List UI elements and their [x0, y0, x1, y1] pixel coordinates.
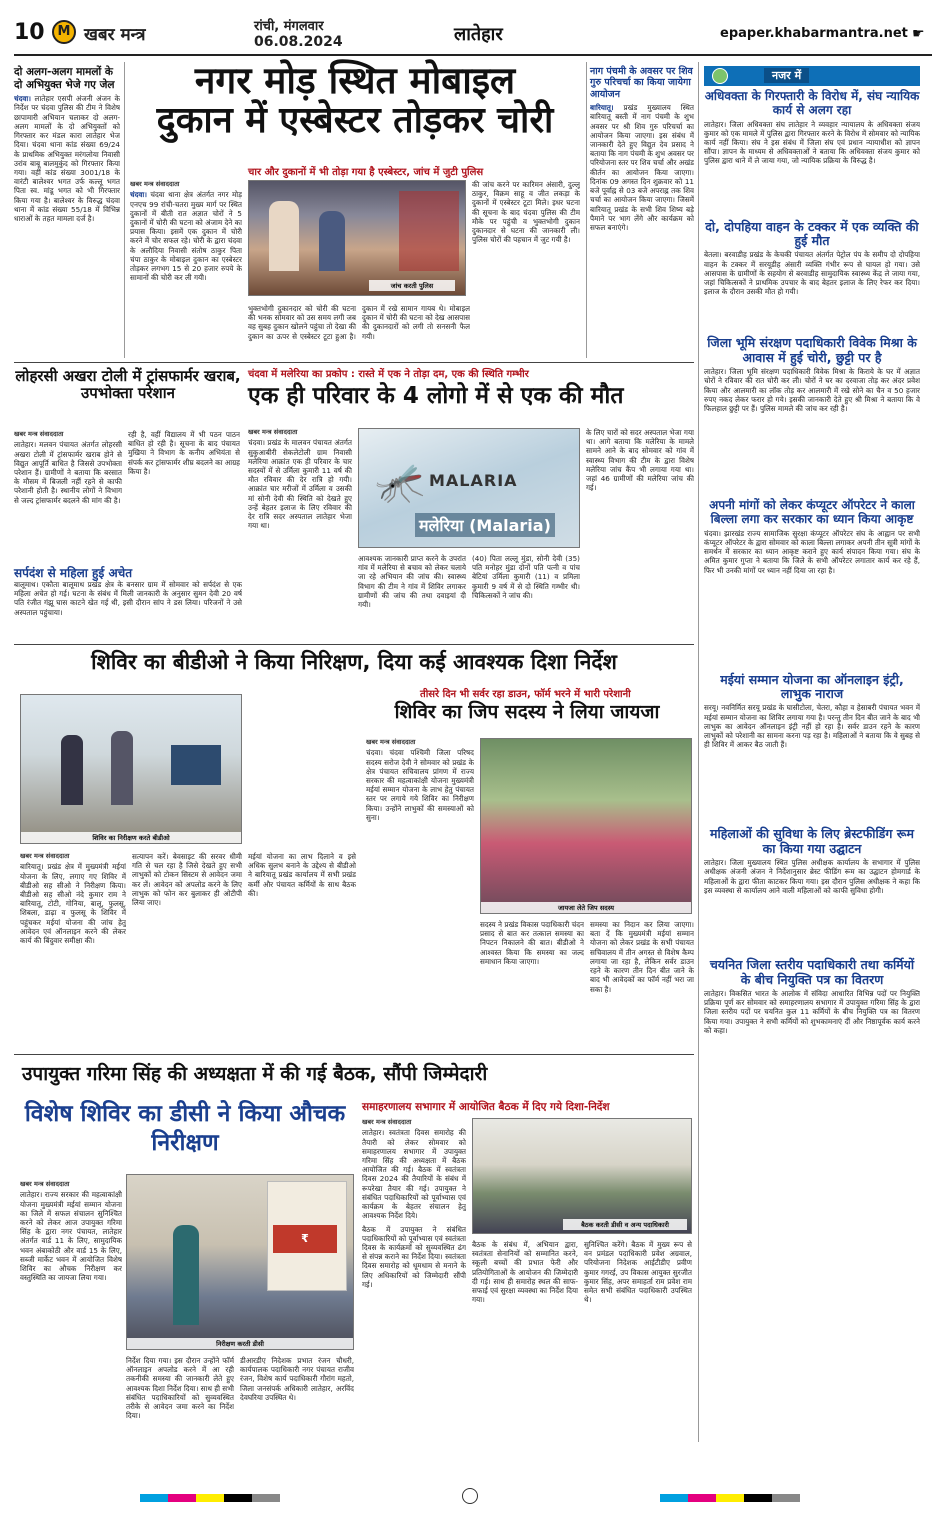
right-s1-head: अधिवक्ता के गिरफ्तारी के विरोध में, संघ न्यायिक कार्य से अलग रहा [704, 89, 920, 117]
right-column [704, 66, 920, 1446]
dc-headline-left: विशेष शिविर का डीसी ने किया औचक निरीक्षण [24, 1101, 346, 1156]
malaria-image-text: मलेरिया (Malaria) [415, 513, 555, 537]
malaria-illustration [358, 428, 580, 548]
camp-headline: शिविर का बीडीओ ने किया निरिक्षण, दिया कई आवश्यक दिशा निर्देश [91, 650, 617, 674]
header-city: रांची, मंगलवार [254, 19, 324, 34]
photo-caption: जांच करती पुलिस [369, 280, 455, 291]
right-s3-text: लातेहार। जिला भूमि संरक्षण पदाधिकारी विवेक मिश्रा के किराये के घर में अज्ञात चोरों ने रविवार की रात चोरी कर ली। चोरों ने घर का दरवाजा तोड़ कर अंदर प्रवेश किया और आलमारी का लॉक तोड़ कर आलमारी में रखे सोने का चैन व 50 हजार रुपए नकद लेकर फरार हो गये। इसकी जानकारी देते हुए श्री मिश्रा ने बताया कि वे फिलहाल छुट्टी पर हैं। पुलिस मामले की जांच कर रही है। [704, 367, 920, 413]
right-s2-head: दो, दोपहिया वाहन के टक्कर में एक व्यक्ति की हुई मौत [705, 218, 919, 248]
malaria-label: MALARIA [429, 471, 518, 490]
dc-meeting-photo [472, 1118, 692, 1234]
col1-story [14, 66, 120, 358]
camp-text-2: सत्यापन करें। बेवसाइट की सरवर धीमी गति से चल रहा है जिसे देखते हुए सभी लाभुकों को टोकन सिस्टम से आवेदन जमा कर लें। आवेदन को अपलोड करने के लिए लाभुक को फोन कर बुलाकर ही ओटीपी लिया जाए। [132, 852, 242, 908]
top-headline-1: नगर मोड़ स्थित मोबाइल [194, 59, 516, 102]
byline: खबर मन्त्र संवाददाता [366, 738, 416, 746]
byline: खबर मन्त्र संवाददाता [362, 1118, 412, 1126]
site-url[interactable]: epaper.khabarmantra.net [720, 26, 908, 41]
dc-headline: उपायुक्त गरिमा सिंह की अध्यक्षता में की गई बैठक, सौंपी जिम्मेदारी [22, 1063, 488, 1085]
byline: खबर मन्त्र संवाददाता [14, 430, 64, 438]
dc-text-7: सुनिश्चित करेंगे। बैठक में मुख्य रूप से वन प्रमंडल पदाधिकारी प्रवेश अग्रवाल, परियोजना निदेशक आईटीडीए प्रवीण कुमार गगरई, उप विकास आयुक्त सुरजीत कुमार सिंह, अपर समाहर्ता राम प्रवेश राम समेत सभी संबंधित पदाधिकारी उपस्थित थे। [584, 1240, 692, 1305]
snakebite-text: बालूमाथ। एकौता बालूमाथ प्रखंड क्षेत्र के बनसार ग्राम में सोमवार को सर्पदंश से एक महिला अचेत हो गई। घटना के संबंध में मिली जानकारी के अनुसार सुमन देवी 20 वर्ष पति रंजीत गंझू घास काटने खेत गई थी, इसी दौरान सांप ने डस लिया। परिजनों ने उसे अस्पताल पहुंचाया। [14, 580, 242, 617]
camp-headline-2: शिविर का जिप सदस्य ने लिया जायजा [394, 701, 660, 723]
col4-text: प्रखंड मुख्यालय स्थित बारियातू बस्ती में नाग पंचमी के शुभ अवसर पर श्री शिव गुरु परिचर्चा का आयोजन किया जाएगा। इस संबंध में जानकारी देते हुए विद्युत देव प्रसाद ने बताया कि नाग पंचमी के शुभ अवसर पर परियोजना स्तर पर शिव चर्चा और अखंड कीर्तन का आयोजन किया जाएगा। दिनांक 09 अगस्त दिन शुक्रवार को 11 बजे पूर्वाह्न से 03 बजे अपराह्न तक शिव चर्चा का आयोजन किया जाएगा। जिसमें बारियातू प्रखंड के सभी शिव शिष्य बड़े पैमाने पर भाग लेंगे और कार्यक्रम को सफल बनाएंगे। [590, 103, 694, 233]
top-story-text-1: चंदवा थाना क्षेत्र अंतर्गत नगर मोड़ एनएच 99 रांची-चतरा मुख्य मार्ग पर स्थित दुकानों में बीती रात अज्ञात चोरों ने 5 दुकानों में चोरी की घटना को अंजाम देने का प्रयास किया। इसमें एक दुकान में चोरी करने में चोर सफल रहे। चोरी के द्वारा चंदवा के अलौदिया निवासी संतोष ठाकुर पिता चंपा ठाकुर के मोबाइल दुकान का एस्बेस्टर तोड़कर लगभग 15 से 20 हजार रुपये के सामानों की चोरी कर ली गयी। [130, 190, 242, 283]
dc-text-6: बैठक के संबंध में, अभियान द्वारा, स्वतंत्रता सेनानियों को सम्मानित करने, स्कूली बच्चों की प्रभात फेरी और प्रतियोगिताओं के आयोजन की जिम्मेदारी दी गई। साथ ही समारोह स्थल की साफ-सफाई एवं सुरक्षा व्यवस्था का निर्देश दिया गया। [472, 1240, 578, 1305]
right-s4-text: चंदवा। झारखंड राज्य सामाजिक सुरक्षा कंप्यूटर ऑपरेटर संघ के आह्वान पर सभी कंप्यूटर ऑपरेटर के द्वारा सोमवार को काला बिल्ला लगाकर अपनी तीन सूत्री मांगों के समर्थन में सरकार का ध्यान आकृष्ट कराने हुए कार्य संपादन किया गया। संघ के अमित कुमार गुप्ता ने बताया कि जिले के सभी ऑपरेटर लगातार कार्य कर रहे हैं, फिर भी उनकी मांगों पर ध्यान नहीं दिया जा रहा है। [704, 528, 920, 575]
camp-text-6: समस्या का निदान कर लिया जाएगा। बता दें कि मुख्यमंत्री मईयां सम्मान योजना को लेकर प्रखंड के सभी पंचायत सचिवालय में तीन अगस्त से विशेष कैम्प लगाया जा रहा है, लेकिन सर्वर डाउन रहने के कारण तीन दिन बीत जाने के बाद भी आवेदकों का फॉर्म नहीं भरा जा सका है। [590, 920, 694, 994]
brand-logo-icon: M [52, 20, 76, 44]
right-s3-head: जिला भूमि संरक्षण पदाधिकारी विवेक मिश्रा के आवास में हुई चोरी, छुट्टी पर है [707, 335, 917, 365]
top-subhead: चार और दुकानों में भी तोड़ा गया है एस्बेस्टर, जांच में जुटी पुलिस [248, 167, 484, 178]
registration-mark-icon [462, 1488, 478, 1504]
dc-text-4: लातेहार। स्वतंत्रता दिवस समारोह की तैयारी को लेकर सोमवार को समाहरणालय सभागार में उपायुक्त गरिमा सिंह की अध्यक्षता में बैठक आयोजित की गई। बैठक में स्वतंत्रता दिवस 2024 की तैयारियों के संबंध में रूपरेखा तैयार की गई। उपायुक्त ने संबंधित पदाधिकारियों को पूर्वाभ्यास एवं कार्यक्रम के बेहतर संचालन हेतु आवश्यक निर्देश दिये। [362, 1128, 466, 1221]
right-s6-text: लातेहार। जिला मुख्यालय स्थित पुलिस अधीक्षक कार्यालय के सभागार में पुलिस अधीक्षक अंजनी अंजन ने निर्देशानुसार ब्रेस्ट फीडिंग रूम का उद्घाटन होमगार्ड के महिलाओं के द्वारा फीता काटकर किया गया। इस दौरान पुलिस अधीक्षक ने कहा कि इस व्यवस्था से कार्यालय आने वाली महिलाओं को काफी सुविधा होगी। [704, 858, 920, 895]
najar-band [704, 66, 920, 86]
malaria-headline: एक ही परिवार के 4 लोगो में से एक की मौत [248, 383, 624, 409]
masthead [14, 12, 932, 56]
color-bar [660, 1494, 800, 1502]
brand-name: खबर मन्त्र [84, 25, 146, 45]
dc-text-5: बैठक में उपायुक्त ने संबंधित पदाधिकारियों को पूर्वाभ्यास एवं स्वतंत्रता दिवस के कार्यक्रमों को सुव्यवस्थित ढंग से संपन्न कराने का निर्देश दिया। स्वतंत्रता दिवस समारोह को धूमधाम से मनाने के लिए अधिकारियों को जिम्मेदारी सौंपी गई। [362, 1224, 466, 1289]
col1-text: लातेहार एसपी अंजनी अंजन के निर्देश पर चंदवा पुलिस की टीम ने विशेष छापामारी अभियान चलाकर दो अलग-अलग मामलों के दो अभियुक्तों को गिरफ्तार कर मंडल कारा लातेहार भेज दिया। चंदवा थाना कांड संख्या 69/24 के प्राथमिक अभियुक्त मरंगलोया निवासी उरांव बाबू बालमुकुंद को गिरफ्तार किया गया। वहीं कांड संख्या 3001/18 के वारंटी बालेश्वर भगत उर्फ कल्लू भगत पिता स्व. मांडू भगत को भी गिरफ्तार किया गया है। बालेश्वर के विरुद्ध चंदवा थाना में कांड संख्या 55/18 में विभिन्न धाराओं के तहत मामला दर्ज है। [14, 94, 120, 224]
col4-headline: नाग पंचमी के अवसर पर शिव गुरु परिचर्चा का किया जायेगा आयोजन [590, 66, 693, 100]
malaria-text-4: के लिए चारों को सदर अस्पताल भेजा गया था। आगे बताया कि मलेरिया के मामले सामने आने के बाद सोमवार को गांव में स्वास्थ्य विभाग की टीम के द्वारा विशेष मलेरिया जांच कैंप भी लगाया गया था। जहां 46 ग्रामीणों की मलेरिया जांच की गई। [586, 428, 694, 493]
malaria-text-2: आवश्यक जानकारी प्राप्त करने के उपरांत गांव में मलेरिया से बचाव को लेकर चलाये जा रहे अभियान की जांच की। स्वास्थ्य विभाग की टीम ने गांव में शिविर लगाकर ग्रामीणों की जांच की तथा दवाइयां दी गयी। [358, 554, 466, 610]
camp-subhead: तीसरे दिन भी सर्वर रहा डाउन, फॉर्म भरने में भारी परेशानी [420, 689, 631, 700]
lohardaga-headline: लोहरसी अखरा टोली में ट्रांसफार्मर खराब, उपभोक्ता परेशान [15, 367, 241, 403]
camp-text-5: सदस्य ने प्रखंड विकास पदाधिकारी चंदन प्रसाद से बात कर तत्काल समस्या का निपटन निकालने की बात। बीडीओ ने आश्वस्त किया कि समस्या का जल्द समाधान किया जाएगा। [480, 920, 584, 966]
malaria-text-3: (40) पिता लल्लू मुंडा, सोनी देवी (35) पति मनोहर मुंडा दोनों पति पत्नी व पांच बेटियां उर्मिला कुमारी (11) व प्रमिला कुमारी 9 वर्ष में से दो स्थिति गम्भीर थी। चिकित्सकों ने जांच की। [472, 554, 580, 600]
malaria-story [248, 366, 694, 638]
malaria-text-1: चंदवा। प्रखंड के मालवन पंचायत अंतर्गत सुकुआबीरी सेकलेटोली ग्राम निवासी मलेरिया आक्रांत एक ही परिवार के चार सदस्यों में से उर्मिला कुमारी 11 वर्ष की मौत रविवार की देर रात्रि हो गयी। आक्रांत चार मरीजों में उर्मिला व उसकी मां सोनी देवी की स्थिति को देखते हुए उन्हें बेहतर इलाज के लिए रविवार की देर रात्रि सदर अस्पताल लातेहार भेजा गया था। [248, 438, 352, 531]
right-s1-text: लातेहार। जिला अधिवक्ता संघ लातेहार ने व्यवहार न्यायालय के अधिवक्ता संजय कुमार को एक मामले में पुलिस द्वारा गिरफ्तार करने के विरोध में सोमवार को न्यायिक कार्य नहीं किया। संघ ने इस संबंध में जिला संघ एवं प्रधान न्यायाधीश को ज्ञापन सौंपा। ज्ञापन के माध्यम से अधिवक्ताओं ने बताया कि अधिवक्ता संजय कुमार को पुलिस द्वारा थाने में ले जाया गया, जो न्यायिक प्रक्रिया के विरुद्ध है। [704, 119, 920, 166]
dc-inspect-photo: ₹ निरीक्षण करती डीसी [126, 1174, 354, 1350]
right-s7-text: लातेहार। विकसित भारत के आलोक में संविदा आधारित विभिन्न पदों पर नियुक्ति प्रक्रिया पूर्ण कर सोमवार को समाहरणालय सभागार में उपायुक्त गरिमा सिंह के द्वारा जिला स्तरीय पदों पर चयनित कुल 11 कर्मियों के बीच नियुक्ति पत्र का वितरण किया गया। उपायुक्त ने सभी कर्मियों को शुभकामनाएं दीं और निष्ठापूर्वक कार्य करने को कहा। [704, 988, 920, 1035]
dc-text-2: निर्देश दिया गया। इस दौरान उन्होंने फॉर्म ऑनलाइन अपलोड करने में आ रही तकनीकी समस्या की जानकारी लेते हुए आवश्यक दिशा निर्देश दिया। साथ ही सभी संबंधित पदाधिकारियों को सुव्यवस्थित तरीके से आवेदन जमा करने का निर्देश दिया। [126, 1356, 234, 1421]
right-s6-head: महिलाओं की सुविधा के लिए ब्रेस्टफीडिंग रूम का किया गया उद्घाटन [710, 826, 914, 856]
top-headline-2: दुकान में एस्बेस्टर तोड़कर चोरी [156, 99, 554, 141]
camp-text-4: चंदवा। चंदवा पश्चिमी जिला परिषद सदस्य सरोज देवी ने सोमवार को प्रखंड के क्षेत्र पंचायत सचिवालय प्रांगण में राज्य सरकार की महत्वाकांक्षी योजना मुख्यमंत्री मईयां सम्मान योजना के लाभ हेतु पंचायत स्तर पर लगाये गये शिविर का निरीक्षण किया। उन्होंने लाभुकों की समस्याओं को सुना। [366, 748, 474, 822]
top-story-text-2: भुक्तभोगी दुकानदार को चोरी की घटना की भनक सोमवार को उस समय लगी जब वह सुबह दुकान खोलने पहुंचा तो देखा की दुकान का ऊपर से एस्बेस्टर टूटा हुआ है। दुकान में रखे सामान गायब थे। मोबाइल दुकान में चोरी की घटना को देख आसपास की दुकानदारों को लगी तो सनसनी फैल गयी। [248, 304, 470, 341]
byline: खबर मन्त्र संवाददाता [130, 180, 180, 188]
cursor-icon: ☛ [912, 26, 925, 42]
dc-text-3: डीआरडीए निदेशक प्रभात रंजन चौधरी, कार्यपालक पदाधिकारी नगर पंचायत राजीव रंजन, विशेष कार्य पदाधिकारी गौरांग महतो, जिला जनसंपर्क अधिकारी लातेहार, अरविंद देवघरिया उपस्थित थे। [240, 1356, 354, 1402]
header-date: 06.08.2024 [254, 34, 343, 50]
byline: खबर मन्त्र संवाददाता [248, 428, 298, 436]
right-s4-head: अपनी मांगों को लेकर कंप्यूटर ऑपरेटर ने काला बिल्ला लगा कर सरकार का ध्यान किया आकृष्ट [709, 498, 915, 526]
lohardaga-story [14, 368, 242, 638]
camp-text-3: मईयां योजना का लाभ दिलाने व इसे अधिक सुलभ बनाने के उद्देश्य से बीडीओ ने बारियातू प्रखंड कार्यालय में सभी प्रखंड कर्मी और पंचायत कर्मियों के साथ बैठक की। [248, 852, 356, 898]
lohardaga-text-2: रही है, वहीं विद्यालय में भी पठन पाठन बाधित हो रही है। सूचना के बाद पंचायत मुखिया ने विभाग के कनीय अभियंता से संपर्क कर ट्रांसफार्मर शीघ्र बदलने का आग्रह किया है। [128, 430, 240, 476]
najar-label: नजर में [764, 68, 809, 83]
dateline: चंदवा। [14, 94, 31, 104]
byline: खबर मन्त्र संवाददाता [20, 852, 70, 860]
snakebite-headline: सर्पदंश से महिला हुई अचेत [14, 566, 133, 580]
jip-photo-caption: जायजा लेते जिप सदस्य [481, 902, 691, 913]
bdo-photo [20, 694, 242, 844]
col1-headline: दो अलग-अलग मामलों के दो अभियुक्त भेजे गए जेल [14, 66, 115, 91]
top-story [130, 59, 580, 362]
top-story-text-3: की जांच करने पर कारिमन अंसारी, दुल्लू ठाकुर, विक्रम साहू व जीत लकड़ा के दुकानों में एस्बेस्टर टूटा मिले। इधर घटना की सूचना के बाद चंदवा पुलिस की टीम मौके पर पहुंची व भुक्तभोगी दुकान दुकानदार से घटना की जानकारी ली। पुलिस चोरों की पहचान में जुट गयी है। [472, 180, 580, 245]
jip-photo [480, 738, 692, 914]
section-name: लातेहार [454, 24, 503, 45]
globe-icon [712, 68, 728, 84]
page-number: 10 [14, 20, 45, 45]
right-s7-head: चयनित जिला स्तरीय पदाधिकारी तथा कर्मियों के बीच नियुक्ति पत्र का वितरण [709, 957, 915, 987]
mosquito-icon: 🦟 [375, 460, 425, 506]
lohardaga-text: लातेहार। मलवन पंचायत अंतर्गत लोहरसी अखरा टोली में ट्रांसफार्मर खराब होने से विद्युत आपूर्ति बाधित है जिससे उपभोक्ता परेशान हैं। ग्रामीणों ने बताया कि बरसात के मौसम में बिजली नहीं रहने से काफी परेशानी होती है। स्थानीय लोगों ने विभाग से जल्द ट्रांसफार्मर बदलने की मांग की है। [14, 440, 122, 505]
dc-meeting-caption: बैठक करती डीसी व अन्य पदाधिकारी [563, 1219, 687, 1230]
col4-story [590, 66, 694, 358]
malaria-kicker: चंदवा में मलेरिया का प्रकोप : रास्ते में एक ने तोड़ा दम, एक की स्थिति गम्भीर [248, 369, 529, 380]
dc-subhead: समाहरणालय सभागार में आयोजित बैठक में दिए गये दिशा-निर्देश [362, 1101, 610, 1113]
right-s5-text: सरयू। नवनिर्मित सरयू प्रखंड के घासीटोला, चेतरा, कौहा व हेसाबरी पंचायत भवन में मईयां सम्मान योजना का शिविर लगाया गया है। परन्तु तीन दिन बीत जाने के बाद भी लाभुक का आवेदन ऑनलाइन इंट्री नहीं हो रहा है। सर्वर डाउन रहने के कारण लाभुकों को परेशानी का सामना करना पड़ रहा है। महिलाओं ने बताया कि वे सुबह से ही शिविर में आकर बैठ जाती हैं। [704, 703, 920, 750]
dc-text-1: लातेहार। राज्य सरकार की महत्वाकांक्षी योजना मुख्यमंत्री मईयां सम्मान योजना का जिले में सफल संचालन सुनिश्चित करने को लेकर आज उपायुक्त गरिमा सिंह के द्वारा नगर पंचायत, लातेहार अंतर्गत वार्ड 11 के लिए, सामुदायिक भवन अंबाकोठी और वार्ड 15 के लिए, सब्जी मार्केट भवन में आयोजित विशेष शिविर का औचक निरीक्षण कर वस्तुस्थिति का जायजा लिया गया। [20, 1190, 122, 1283]
top-story-photo [248, 180, 466, 296]
dateline: चंदवा। [130, 190, 147, 200]
byline: खबर मन्त्र संवाददाता [20, 1180, 70, 1188]
camp-text-1: बारियातू। प्रखंड क्षेत्र में मुख्यमंत्री मईयां योजना के लिए, लगाए गए शिविर में बीडीओ सह सीओ ने निरीक्षण किया। बीडीओ सह सीओ नंदे कुमार राम ने बारियातू, टोटी, गोनिया, बालू, फुलसू, शिबला, डाढ़ा व फुलसू के शिविर में पहुंचकर मईयां योजना की जांच हेतु आवेदन एवं ऑनलाइन करने की लेकर कार्य की बिंदुवार समीक्षा की। [20, 862, 126, 946]
right-s2-text: बेतला। बरवाडीह प्रखंड के केचकी पंचायत अंतर्गत पेट्रोल पंप के समीप दो दोपहिया वाहन के टक्कर में सरयूडीह अंसारी व्यक्ति गंभीर रूप से घायल हो गया। उसे आसपास के ग्रामीणों के सहयोग से बरवाडीह सामुदायिक स्वास्थ्य केंद्र ले जाया गया, जहां चिकित्सकों ने प्राथमिक उपचार के बाद बेहतर इलाज के लिए रेफर कर दिया। इलाज के दौरान उसकी मौत हो गयी। [704, 250, 920, 297]
dateline: बारियातू। [590, 103, 614, 113]
right-s5-head: मईयां सम्मान योजना का ऑनलाइन इंट्री, लाभुक नाराज [720, 671, 904, 702]
color-bar [140, 1494, 280, 1502]
dc-inspect-caption: निरीक्षण करती डीसी [127, 1338, 353, 1349]
bdo-photo-caption: शिविर का निरीक्षण करते बीडीओ [21, 832, 241, 843]
